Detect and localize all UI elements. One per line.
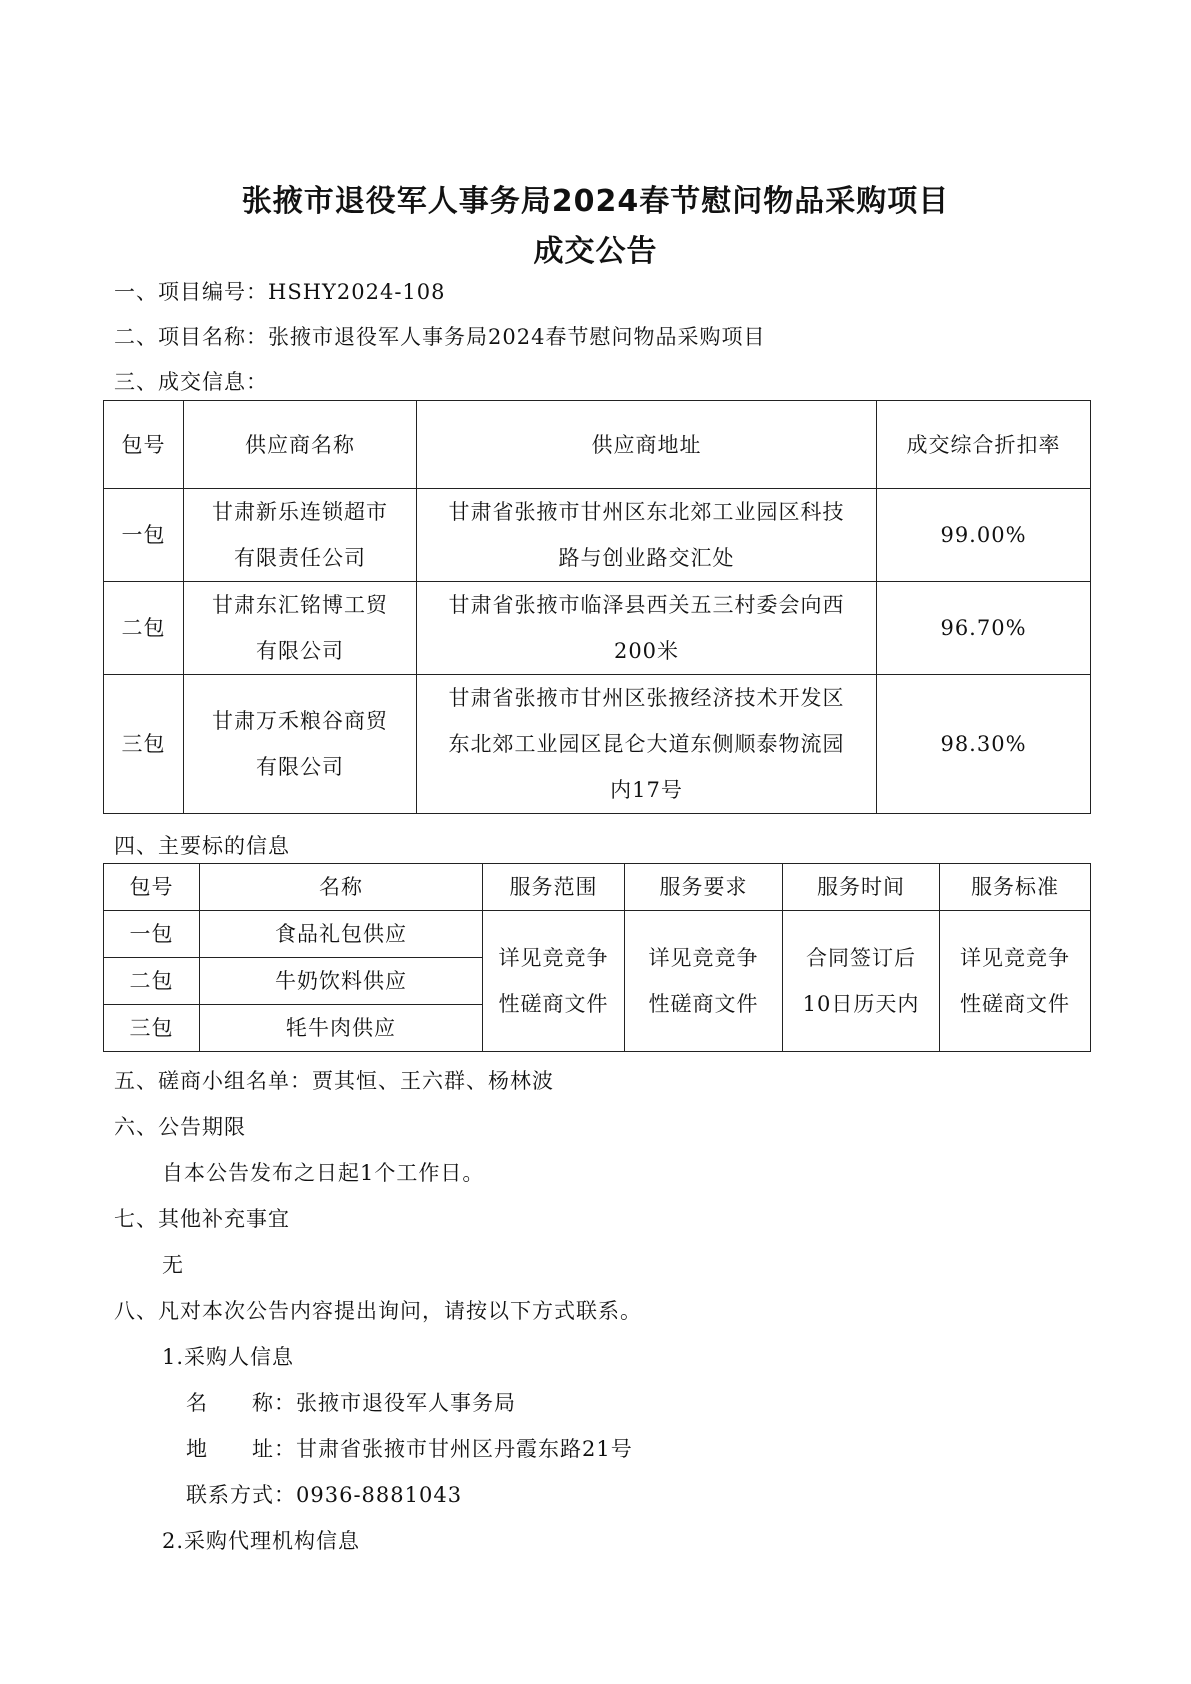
supplier-address-cell [417, 582, 877, 675]
section-heading-main-items: 四、主要标的信息 [114, 834, 290, 858]
table-header-row [104, 864, 1091, 911]
section-heading-notice-period: 六、公告期限 [114, 1115, 246, 1139]
cell-line: 详见竞竞争 [960, 946, 1070, 970]
service-scope-cell [483, 911, 625, 1052]
header-cell: 服务标准 [940, 864, 1091, 911]
item-name-cell: 牦牛肉供应 [200, 1005, 483, 1052]
package-cell: 一包 [104, 489, 184, 582]
table-row [104, 675, 1091, 814]
cell-line: 路与创业路交汇处 [558, 546, 735, 570]
purchaser-phone: 联系方式：0936-8881043 [186, 1483, 463, 1507]
discount-rate-cell: 98.30% [877, 675, 1091, 814]
cell-line: 甘肃东汇铭博工贸 [212, 593, 388, 617]
section-heading-deal-info: 三、成交信息： [114, 370, 268, 394]
cell-line: 详见竞竞争 [648, 946, 759, 970]
cell-line: 甘肃省张掖市临泽县西关五三村委会向西 [448, 593, 845, 617]
main-items-table [103, 863, 1091, 1052]
package-cell: 三包 [104, 1005, 200, 1052]
service-requirement-cell [625, 911, 783, 1052]
header-cell: 供应商地址 [417, 401, 877, 489]
cell-line: 200米 [613, 639, 680, 663]
other-matters-text: 无 [162, 1253, 184, 1277]
supplier-address-cell [417, 489, 877, 582]
header-cell: 名称 [200, 864, 483, 911]
header-cell: 成交综合折扣率 [877, 401, 1091, 489]
cell-line: 性磋商文件 [648, 992, 759, 1016]
package-cell: 二包 [104, 582, 184, 675]
supplier-name-cell [184, 675, 417, 814]
document-title: 张掖市退役军人事务局2024春节慰问物品采购项目 [241, 184, 950, 219]
document-subtitle: 成交公告 [533, 234, 658, 269]
section-heading-other-matters: 七、其他补充事宜 [114, 1207, 290, 1231]
agency-info-heading: 2.采购代理机构信息 [162, 1529, 361, 1553]
supplier-address-cell [417, 675, 877, 814]
table-row [104, 911, 1091, 958]
cell-line: 有限责任公司 [234, 546, 366, 570]
cell-line: 10日历天内 [802, 992, 920, 1016]
cell-line: 内17号 [610, 778, 683, 802]
cell-line: 详见竞竞争 [498, 946, 609, 970]
cell-line: 甘肃省张掖市甘州区张掖经济技术开发区 [448, 686, 845, 710]
header-cell: 服务要求 [625, 864, 783, 911]
purchaser-name: 名 称：张掖市退役军人事务局 [186, 1391, 516, 1415]
service-time-cell [783, 911, 940, 1052]
header-cell: 服务范围 [483, 864, 625, 911]
supplier-name-cell [184, 582, 417, 675]
supplier-name-cell [184, 489, 417, 582]
negotiation-team: 五、磋商小组名单：贾其恒、王六群、杨林波 [114, 1069, 554, 1093]
purchaser-address: 地 址：甘肃省张掖市甘州区丹霞东路21号 [186, 1437, 633, 1461]
project-number: 一、项目编号：HSHY2024-108 [114, 280, 446, 304]
cell-line: 甘肃省张掖市甘州区东北郊工业园区科技 [448, 500, 845, 524]
table-header-row [104, 401, 1091, 489]
purchaser-info-heading: 1.采购人信息 [162, 1345, 295, 1369]
service-standard-cell [940, 911, 1091, 1052]
package-cell: 一包 [104, 911, 200, 958]
cell-line: 性磋商文件 [498, 992, 609, 1016]
header-cell: 供应商名称 [184, 401, 417, 489]
notice-period-text: 自本公告发布之日起1个工作日。 [162, 1161, 485, 1185]
cell-line: 甘肃万禾粮谷商贸 [212, 709, 388, 733]
cell-line: 合同签订后 [806, 946, 916, 970]
cell-line: 性磋商文件 [960, 992, 1070, 1016]
discount-rate-cell: 96.70% [877, 582, 1091, 675]
header-cell: 包号 [104, 401, 184, 489]
cell-line: 有限公司 [256, 755, 344, 779]
package-cell: 二包 [104, 958, 200, 1005]
header-cell: 包号 [104, 864, 200, 911]
cell-line: 有限公司 [256, 639, 344, 663]
item-name-cell: 牛奶饮料供应 [200, 958, 483, 1005]
project-name: 二、项目名称：张掖市退役军人事务局2024春节慰问物品采购项目 [114, 325, 766, 349]
cell-line: 甘肃新乐连锁超市 [212, 500, 388, 524]
table-row [104, 582, 1091, 675]
table-row [104, 489, 1091, 582]
header-cell: 服务时间 [783, 864, 940, 911]
discount-rate-cell: 99.00% [877, 489, 1091, 582]
section-heading-contact: 八、凡对本次公告内容提出询问，请按以下方式联系。 [114, 1299, 642, 1323]
cell-line: 东北郊工业园区昆仑大道东侧顺泰物流园 [448, 732, 845, 756]
item-name-cell: 食品礼包供应 [200, 911, 483, 958]
package-cell: 三包 [104, 675, 184, 814]
deal-info-table [103, 400, 1091, 814]
